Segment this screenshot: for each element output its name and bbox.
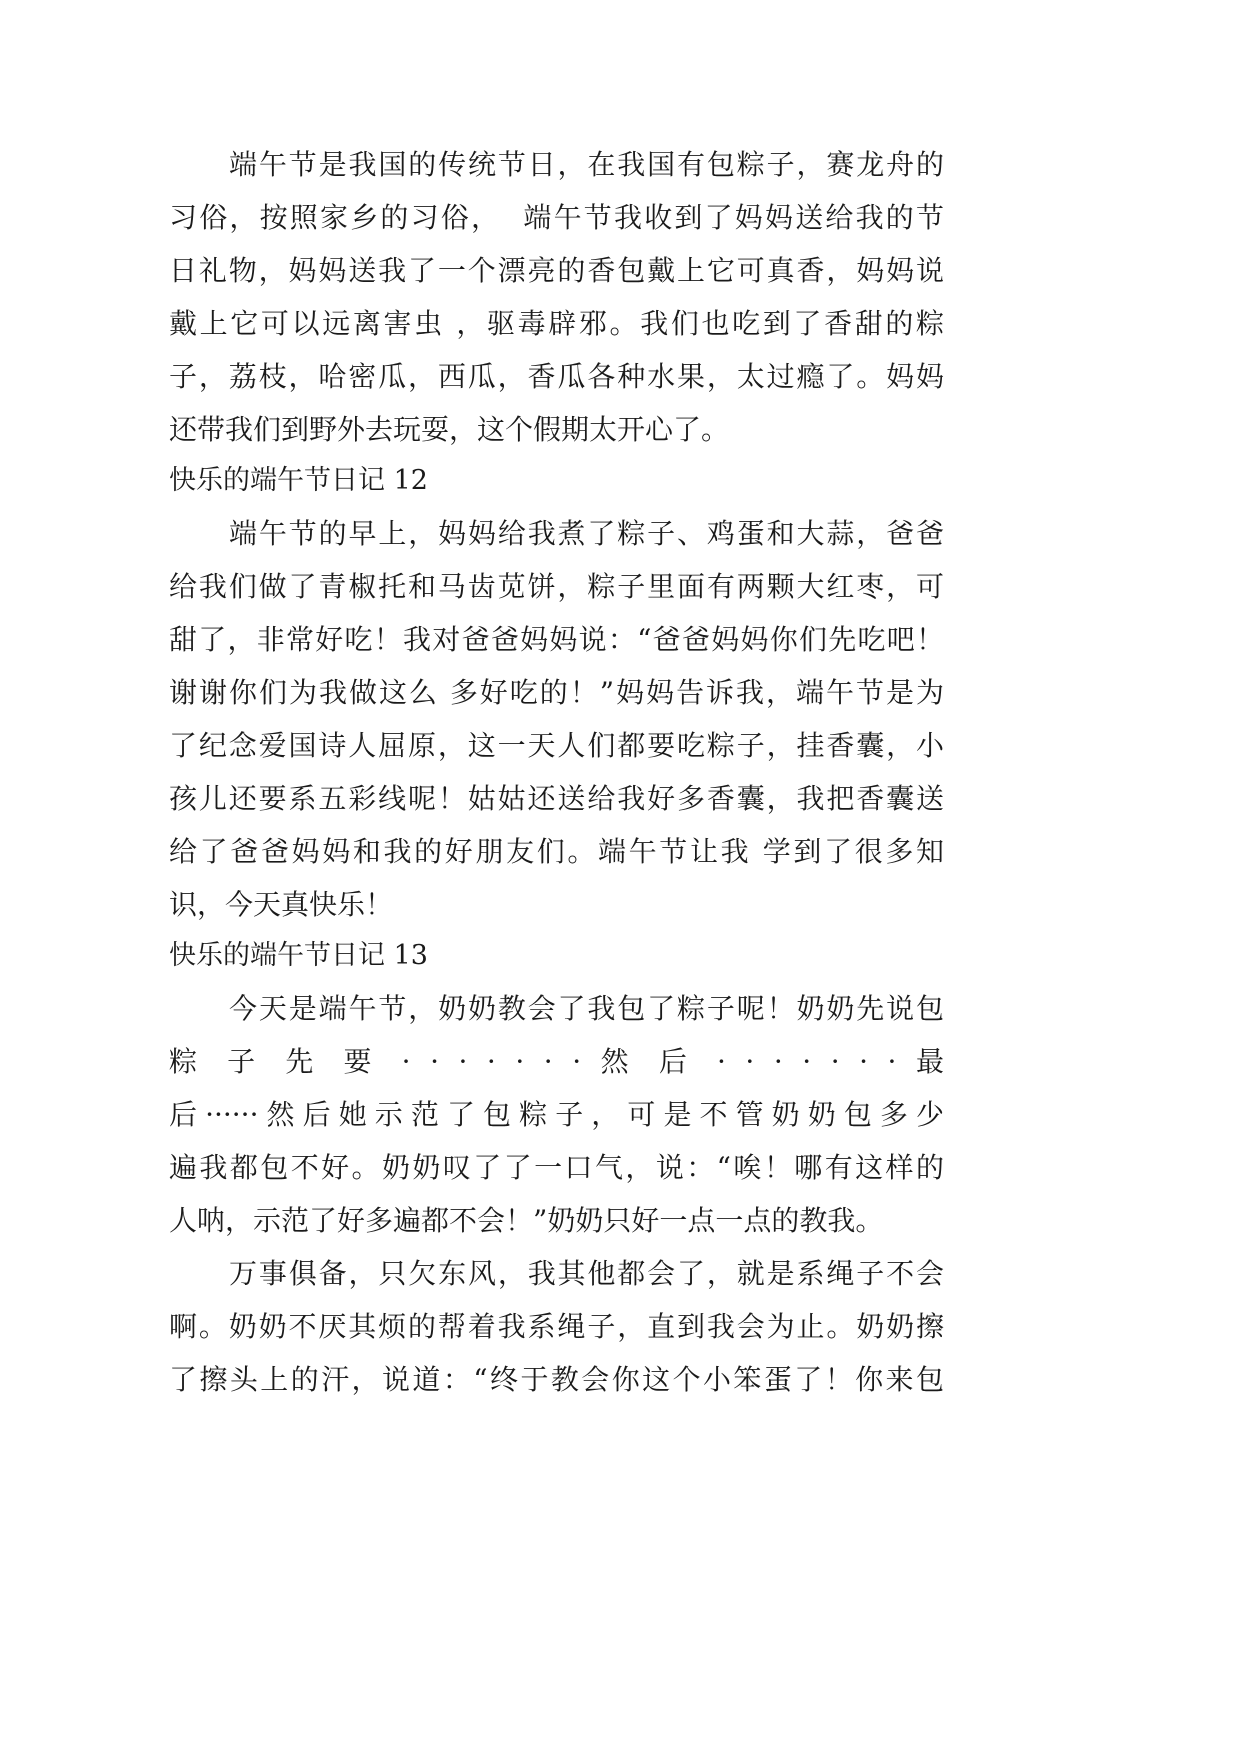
paragraph-line: 啊。奶奶不厌其烦的帮着我系绳子，直到我会为止。奶奶擦 <box>169 1310 944 1343</box>
paragraph-line: 给了爸爸妈妈和我的好朋友们。端午节让我 学到了很多知 <box>169 835 944 868</box>
paragraph-line: 子，荔枝，哈密瓜，西瓜，香瓜各种水果，太过瘾了。妈妈 <box>169 360 944 393</box>
paragraph-line: 谢谢你们为我做这么 多好吃的！”妈妈告诉我，端午节是为 <box>169 676 944 709</box>
paragraph-line: 遍我都包不好。奶奶叹了了一口气，说：“唉！哪有这样的 <box>169 1151 944 1184</box>
paragraph-line: 人呐，示范了好多遍都不会！”奶奶只好一点一点的教我。 <box>169 1204 884 1237</box>
paragraph-line: 孩儿还要系五彩线呢！姑姑还送给我好多香囊，我把香囊送 <box>169 782 944 815</box>
paragraph-line: 给我们做了青椒托和马齿苋饼，粽子里面有两颗大红枣，可 <box>169 570 944 603</box>
paragraph-line: 粽 子 先 要 · · · · · · · 然 后 · · · · · · · 最 <box>169 1045 944 1078</box>
paragraph-line: 还带我们到野外去玩耍，这个假期太开心了。 <box>169 413 730 446</box>
paragraph-line: 端午节的早上，妈妈给我煮了粽子、鸡蛋和大蒜，爸爸 <box>229 517 944 550</box>
paragraph-line: 戴上它可以远离害虫 ，驱毒辟邪。我们也吃到了香甜的粽 <box>169 307 944 340</box>
paragraph-line: 甜了，非常好吃！我对爸爸妈妈说：“爸爸妈妈你们先吃吧！ <box>169 623 944 656</box>
paragraph-line: 了纪念爱国诗人屈原，这一天人们都要吃粽子，挂香囊，小 <box>169 729 944 762</box>
paragraph-line: 后······然后她示范了包粽子，可是不管奶奶包多少 <box>169 1098 944 1131</box>
paragraph-line: 端午节是我国的传统节日，在我国有包粽子，赛龙舟的 <box>229 148 944 181</box>
section-heading: 快乐的端午节日记 13 <box>169 940 428 971</box>
paragraph-line: 日礼物，妈妈送我了一个漂亮的香包戴上它可真香，妈妈说 <box>169 254 944 287</box>
paragraph-line: 万事俱备，只欠东风，我其他都会了，就是系绳子不会 <box>229 1257 944 1290</box>
paragraph-line: 今天是端午节，奶奶教会了我包了粽子呢！奶奶先说包 <box>229 992 944 1025</box>
paragraph-line: 了擦头上的汗，说道：“终于教会你这个小笨蛋了！你来包 <box>169 1363 944 1396</box>
paragraph-line: 识，今天真快乐！ <box>169 888 394 921</box>
section-heading: 快乐的端午节日记 12 <box>169 465 428 496</box>
paragraph-line: 习俗，按照家乡的习俗， 端午节我收到了妈妈送给我的节 <box>169 201 944 234</box>
